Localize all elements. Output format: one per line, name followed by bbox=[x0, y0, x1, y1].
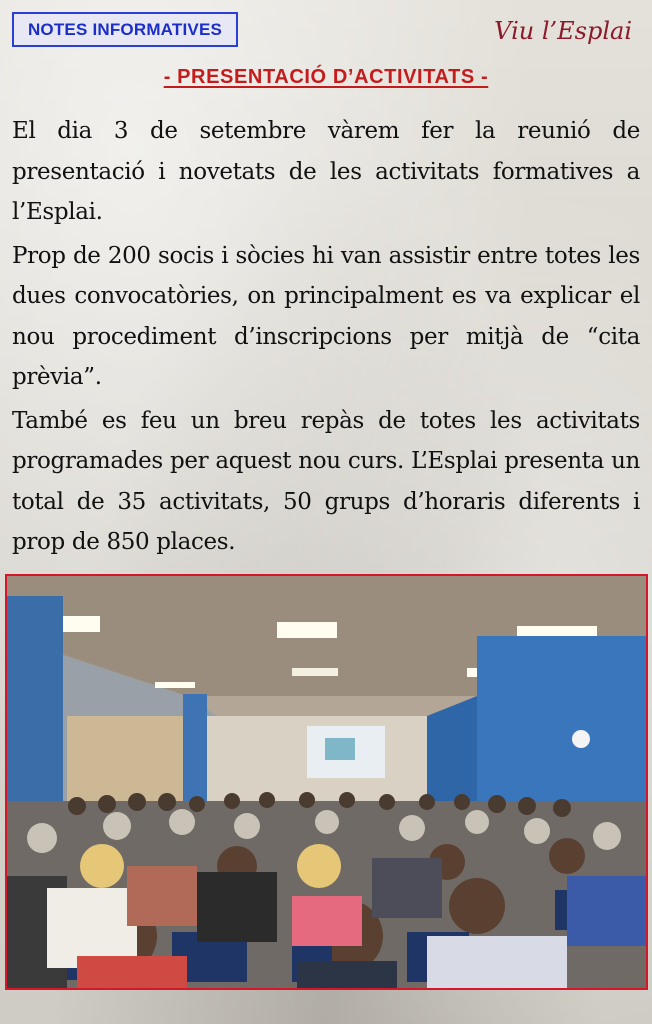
ceiling-light bbox=[155, 682, 195, 688]
paragraph-1: El dia 3 de setembre vàrem fer la reunió de presentació i novetats de les activitats formatives a l’Esplai. bbox=[12, 118, 640, 225]
ceiling-light bbox=[277, 622, 337, 638]
center-pillar bbox=[183, 694, 207, 804]
meeting-photo-illustration bbox=[7, 576, 646, 988]
paragraph-2: Prop de 200 socis i sòcies hi van assistir entre totes les dues convocatòries, on principalment es va explicar el nou procediment d’inscripcions per mitjà de “cita prèvia”. bbox=[12, 242, 640, 390]
ceiling-light bbox=[62, 616, 100, 632]
wall-clock bbox=[572, 730, 590, 748]
article-body bbox=[12, 111, 640, 566]
brand-title: Viu l’Esplai bbox=[494, 17, 632, 45]
meeting-photo bbox=[5, 574, 648, 990]
article-title-text: - PRESENTACIÓ D’ACTIVITATS - bbox=[163, 66, 489, 88]
article-title bbox=[0, 66, 652, 89]
paragraph-3: També es feu un breu repàs de totes les activitats programades per aquest nou curs. L’Esplai presenta un total de 35 activitats, 50 grups d’horaris diferents i prop de 850 places. bbox=[12, 407, 640, 555]
section-badge: NOTES INFORMATIVES bbox=[12, 12, 238, 47]
